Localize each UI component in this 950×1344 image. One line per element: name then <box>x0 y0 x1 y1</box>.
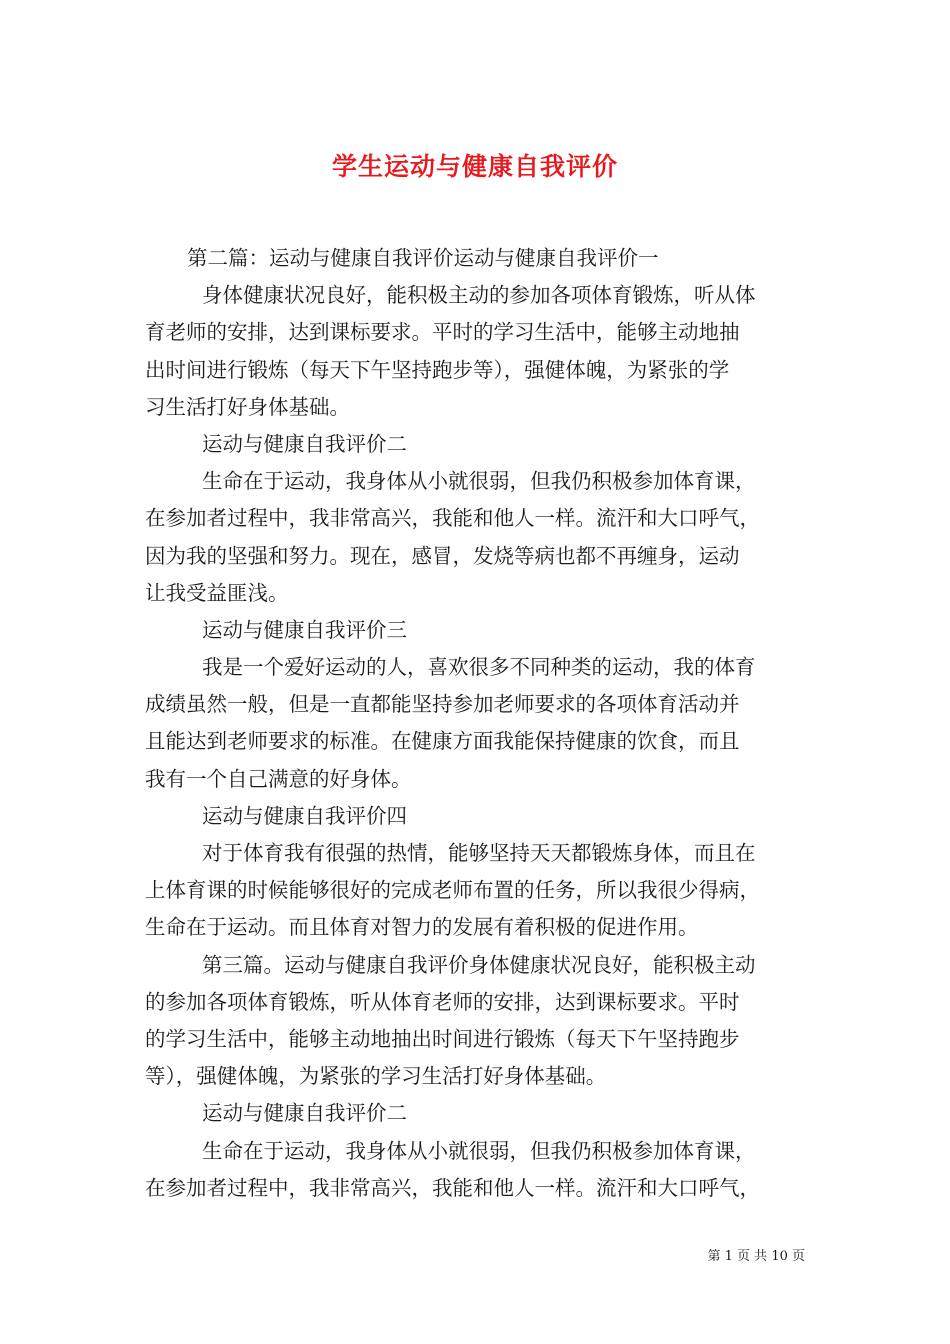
text-line: 让我受益匪浅。 <box>145 580 289 605</box>
text-line: 对于体育我有很强的热情，能够坚持天天都锻炼身体，而且在 <box>202 841 756 865</box>
text-line: 在参加者过程中，我非常高兴，我能和他人一样。流汗和大口呼气， <box>145 506 760 531</box>
text-line: 育老师的安排，达到课标要求。平时的学习生活中，能够主动地抽 <box>145 320 740 345</box>
page-title: 学生运动与健康自我评价 <box>331 151 618 181</box>
text-line: 第二篇：运动与健康自我评价运动与健康自我评价一 <box>187 246 659 270</box>
text-line: 在参加者过程中，我非常高兴，我能和他人一样。流汗和大口呼气， <box>145 1175 760 1200</box>
text-line: 第三篇。运动与健康自我评价身体健康状况良好，能积极主动 <box>202 952 756 977</box>
text-line: 运动与健康自我评价三 <box>202 617 407 642</box>
page-number-footer: 第 1 页 共 10 页 <box>707 1249 805 1264</box>
text-line: 上体育课的时候能够很好的完成老师布置的任务，所以我很少得病， <box>145 878 760 903</box>
document-body <box>145 240 813 1207</box>
text-line: 习生活打好身体基础。 <box>145 394 350 419</box>
text-line: 生命在于运动，我身体从小就很弱，但我仍积极参加体育课， <box>202 469 756 494</box>
text-line: 身体健康状况良好，能积极主动的参加各项体育锻炼，听从体 <box>202 283 756 308</box>
text-line: 因为我的坚强和努力。现在，感冒，发烧等病也都不再缠身，运动 <box>145 543 740 568</box>
text-line: 成绩虽然一般，但是一直都能坚持参加老师要求的各项体育活动并 <box>145 692 740 717</box>
text-line: 运动与健康自我评价四 <box>202 803 407 828</box>
text-line: 我是一个爱好运动的人，喜欢很多不同种类的运动，我的体育 <box>202 655 756 680</box>
text-line: 且能达到老师要求的标准。在健康方面我能保持健康的饮食，而且 <box>145 729 740 754</box>
text-line: 的参加各项体育锻炼，听从体育老师的安排，达到课标要求。平时 <box>145 989 740 1014</box>
text-line: 生命在于运动。而且体育对智力的发展有着积极的促进作用。 <box>145 915 699 940</box>
text-line: 等），强健体魄，为紧张的学习生活打好身体基础。 <box>145 1064 607 1089</box>
text-line: 生命在于运动，我身体从小就很弱，但我仍积极参加体育课， <box>202 1138 756 1163</box>
text-line: 出时间进行锻炼（每天下午坚持跑步等），强健体魄，为紧张的学 <box>145 357 730 382</box>
text-line: 的学习生活中，能够主动地抽出时间进行锻炼（每天下午坚持跑步 <box>145 1026 740 1051</box>
text-line: 运动与健康自我评价二 <box>202 1101 407 1126</box>
text-line: 运动与健康自我评价二 <box>202 431 407 456</box>
text-line: 我有一个自己满意的好身体。 <box>145 766 412 791</box>
